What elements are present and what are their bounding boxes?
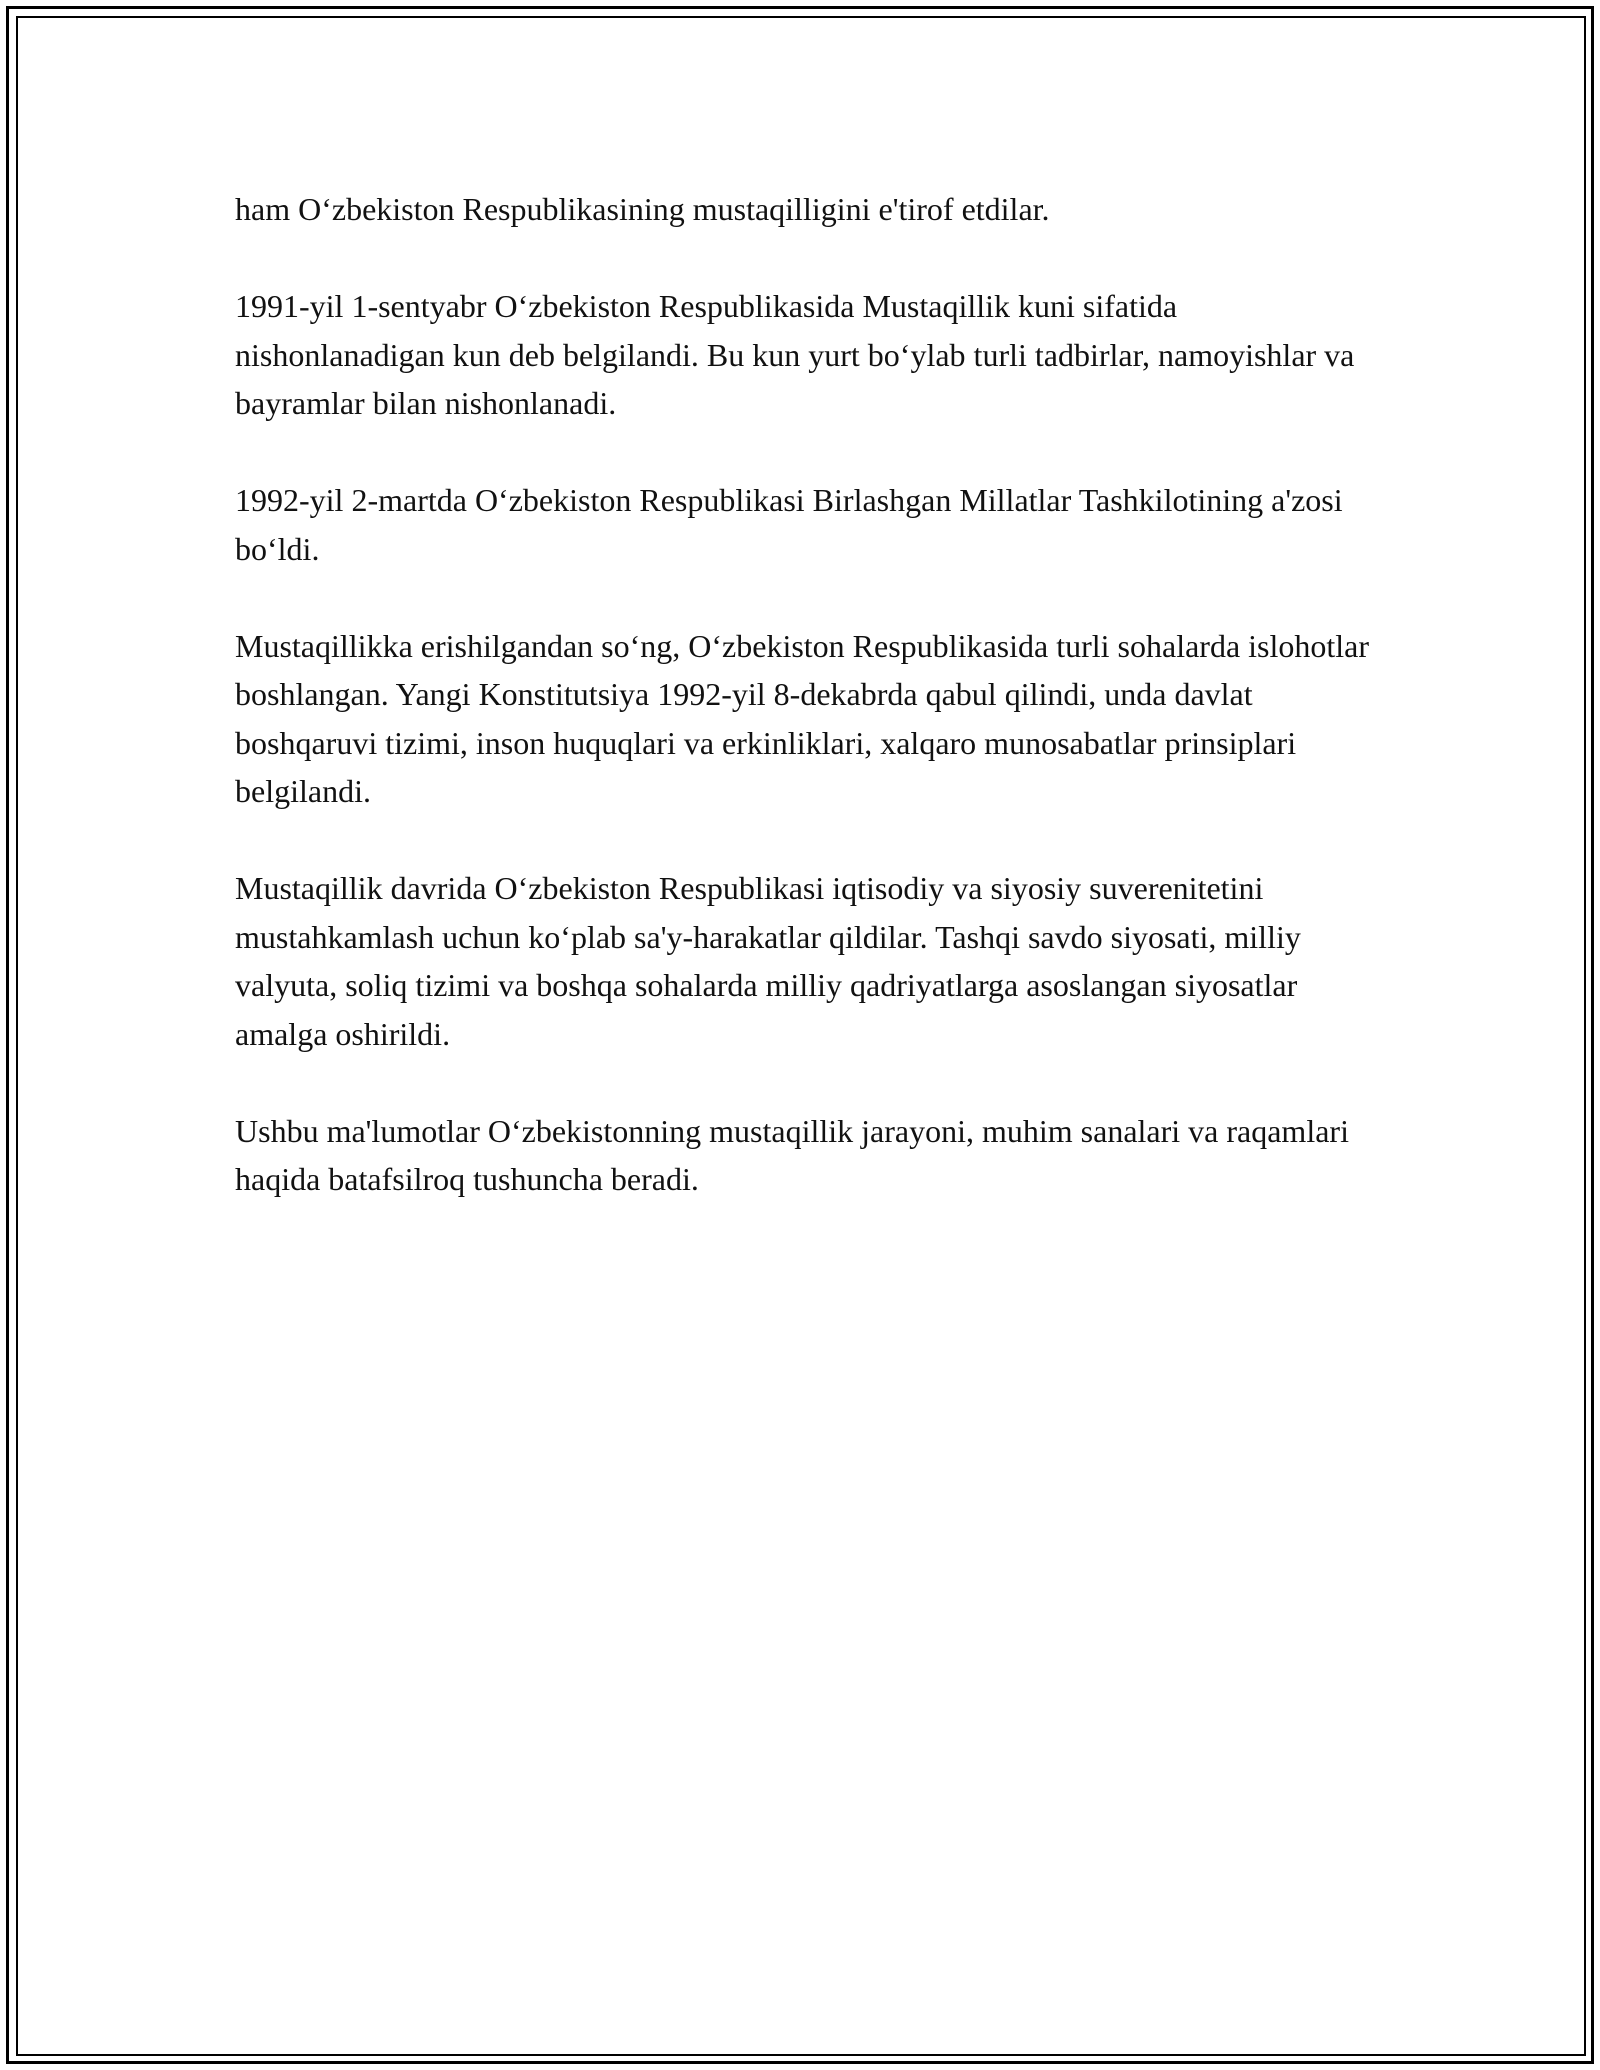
- paragraph: 1991-yil 1-sentyabr O‘zbekiston Respublikasida Mustaqillik kuni sifatida nishonlanadigan kun deb belgilandi. Bu kun yurt bo‘ylab turli tadbirlar, namoyishlar va bayramlar bilan nishonlanadi.: [235, 288, 1355, 421]
- document-body: [235, 185, 1385, 1252]
- paragraph: ham O‘zbekiston Respublikasining mustaqilligini e'tirof etdilar.: [235, 191, 1050, 227]
- paragraph: Ushbu ma'lumotlar O‘zbekistonning mustaqillik jarayoni, muhim sanalari va raqamlari haqida batafsilroq tushuncha beradi.: [235, 1112, 1349, 1197]
- paragraph: 1992-yil 2-martda O‘zbekiston Respublikasi Birlashgan Millatlar Tashkilotining a'zosi bo‘ldi.: [235, 482, 1343, 567]
- paragraph: Mustaqillik davrida O‘zbekiston Respublikasi iqtisodiy va siyosiy suverenitetini mustahkamlash uchun ko‘plab sa'y-harakatlar qildilar. Tashqi savdo siyosati, milliy valyuta, soliq tizimi va boshqa sohalarda milliy qadriyatlarga asoslangan siyosatlar amalga oshirildi.: [235, 870, 1301, 1052]
- paragraph: Mustaqillikka erishilgandan so‘ng, O‘zbekiston Respublikasida turli sohalarda islohotlar boshlangan. Yangi Konstitutsiya 1992-yil 8-dekabrda qabul qilindi, unda davlat boshqaruvi tizimi, inson huquqlari va erkinliklari, xalqaro munosabatlar prinsiplari belgilandi.: [235, 627, 1370, 809]
